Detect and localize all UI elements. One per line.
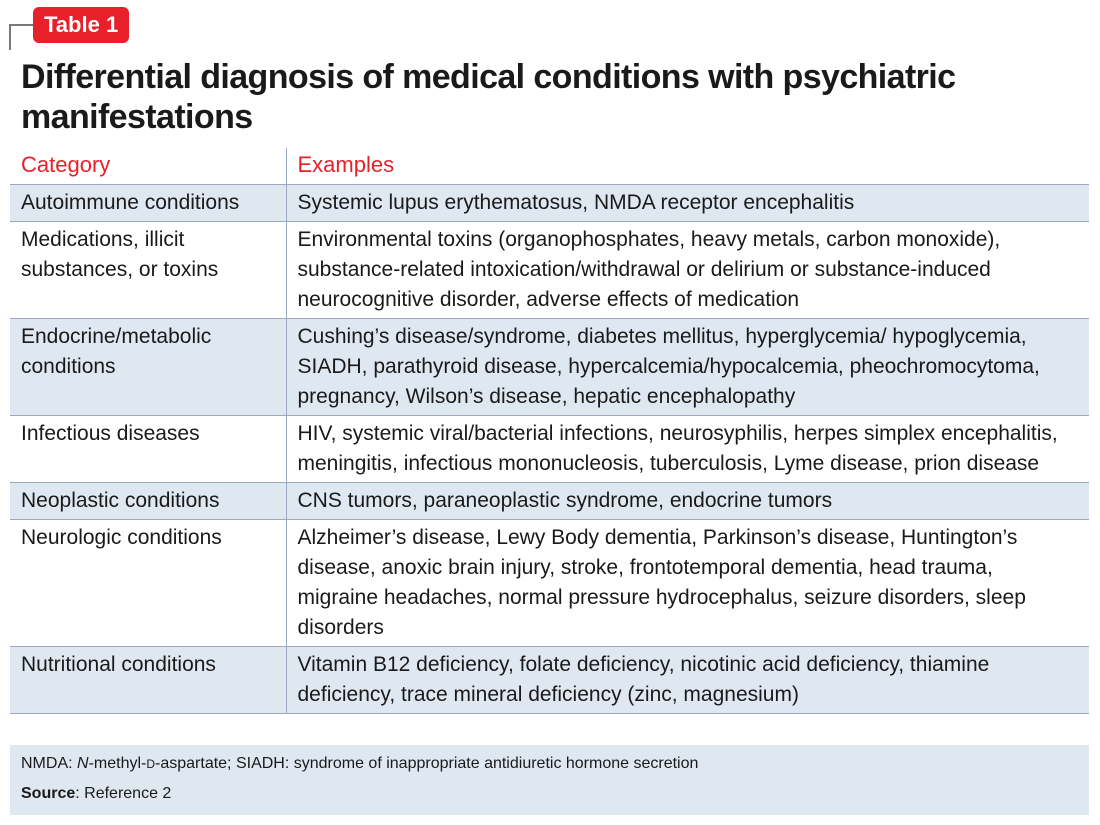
examples-cell: Systemic lupus erythematosus, NMDA receptor encephalitis (286, 185, 1089, 222)
category-cell: Medications, illicit substances, or toxins (10, 222, 286, 319)
source-label: Source (21, 785, 76, 802)
examples-cell: Environmental toxins (organophosphates, heavy metals, carbon monoxide), substance-related intoxication/withdrawal or delirium or substance-induced neurocognitive disorder, adverse effects of medication (286, 222, 1089, 319)
category-cell: Endocrine/metabolic conditions (10, 319, 286, 416)
examples-cell: HIV, systemic viral/bacterial infections, neurosyphilis, herpes simplex encephalitis, meningitis, infectious mononucleosis, tuberculosis, Lyme disease, prion disease (286, 416, 1089, 483)
corner-bracket-decoration (9, 24, 35, 50)
column-header-category: Category (21, 152, 111, 177)
abbrev-nmda-label: NMDA: (21, 755, 77, 772)
table-header-row (10, 148, 1089, 185)
table-row (10, 483, 1089, 520)
diagnosis-table (10, 148, 1089, 714)
category-cell: Nutritional conditions (10, 647, 286, 714)
category-cell: Infectious diseases (10, 416, 286, 483)
table-row (10, 647, 1089, 714)
abbrev-nmda-tail: -aspartate; SIADH: syndrome of inappropriate antidiuretic hormone secretion (155, 755, 699, 772)
category-cell: Autoimmune conditions (10, 185, 286, 222)
examples-cell: Vitamin B12 deficiency, folate deficiency, nicotinic acid deficiency, thiamine deficiency, trace mineral deficiency (zinc, magnesium) (286, 647, 1089, 714)
table-row (10, 520, 1089, 647)
examples-cell: Alzheimer’s disease, Lewy Body dementia, Parkinson’s disease, Huntington’s disease, anoxic brain injury, stroke, frontotemporal dementia, head trauma, migraine headaches, normal pressure hydrocephalus, seizure disorders, sleep disorders (286, 520, 1089, 647)
category-cell: Neurologic conditions (10, 520, 286, 647)
table-row (10, 222, 1089, 319)
table-row (10, 185, 1089, 222)
table-badge: Table 1 (33, 7, 129, 43)
examples-cell: Cushing’s disease/syndrome, diabetes mellitus, hyperglycemia/ hypoglycemia, SIADH, parathyroid disease, hypercalcemia/hypocalcemia, pheochromocytoma, pregnancy, Wilson’s disease, hepatic encephalopathy (286, 319, 1089, 416)
source-value: : Reference 2 (75, 785, 172, 802)
table-title: Differential diagnosis of medical conditions with psychiatric manifestations (21, 58, 956, 136)
abbreviations-note (21, 753, 1078, 775)
table-row (10, 319, 1089, 416)
table-footnotes (10, 745, 1089, 815)
category-cell: Neoplastic conditions (10, 483, 286, 520)
column-header-examples: Examples (286, 148, 1089, 185)
table-row (10, 416, 1089, 483)
examples-cell: CNS tumors, paraneoplastic syndrome, endocrine tumors (286, 483, 1089, 520)
abbrev-nmda-n: N (77, 755, 89, 772)
source-note (21, 783, 1078, 805)
abbrev-nmda-rest: -methyl- (88, 755, 147, 772)
abbrev-nmda-d: D (146, 757, 156, 771)
